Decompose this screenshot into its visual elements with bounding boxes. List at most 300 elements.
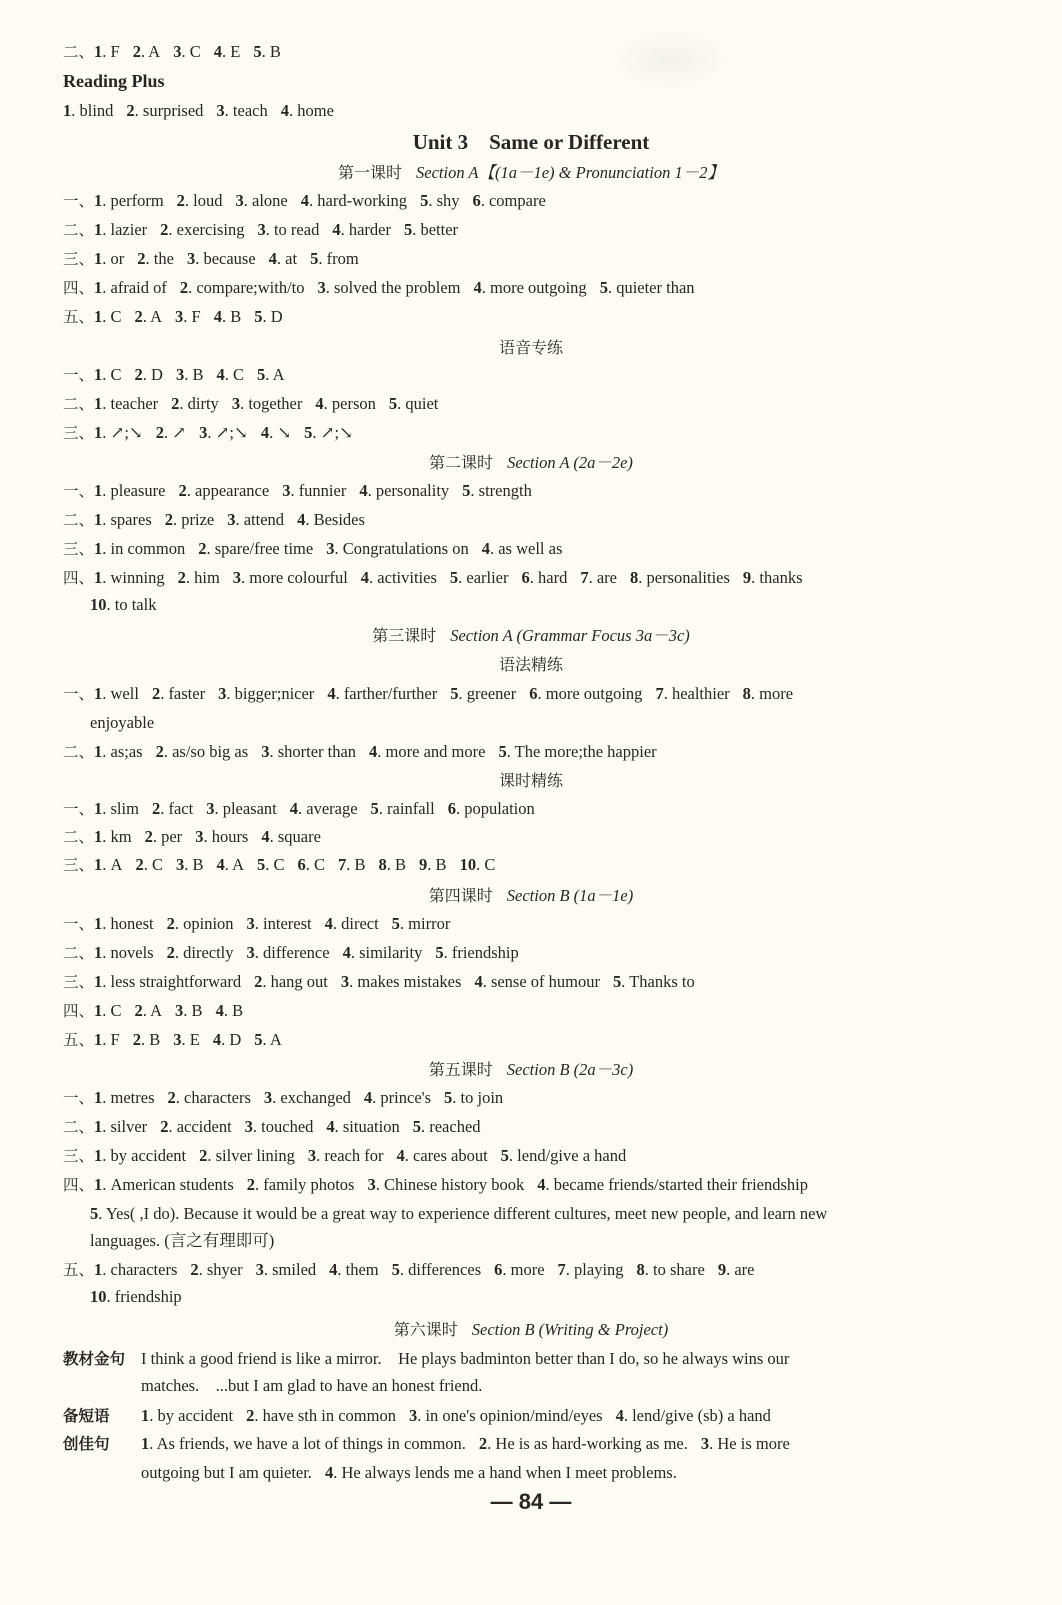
answer-item: 5. better <box>403 220 459 239</box>
item-answer: accident <box>176 1117 232 1136</box>
item-answer: together <box>248 394 303 413</box>
item-number: 3 <box>408 1406 418 1425</box>
unit-title: Unit 3 Same or Different <box>412 130 650 154</box>
answer-item: 1. C <box>94 307 122 326</box>
answer-row <box>63 913 463 935</box>
question-group-prefix: 三、 <box>63 856 95 874</box>
question-group-prefix: 四、 <box>63 1176 95 1194</box>
item-answer: A <box>150 1001 163 1020</box>
answer-item: 2. C <box>135 855 163 874</box>
answer-item: 1. pleasure <box>94 481 166 500</box>
answer-item: 4. farther/further <box>327 684 438 703</box>
item-number: 3 <box>246 943 255 962</box>
item-answer: A <box>269 1030 282 1049</box>
answer-item: 3. B <box>175 1001 203 1020</box>
item-answer: teach <box>232 101 268 120</box>
item-answer: As friends, we have a lot of things in common. <box>156 1434 466 1453</box>
item-answer: outgoing but I am quieter. <box>141 1463 312 1482</box>
item-number: 5 <box>304 423 313 442</box>
question-group-prefix: 一、 <box>63 192 95 210</box>
item-answer: family photos <box>263 1175 355 1194</box>
item-number: 4 <box>324 1463 334 1482</box>
item-number: 4 <box>213 42 222 61</box>
item-number: 9 <box>419 855 428 874</box>
answer-row <box>63 1000 256 1022</box>
item-number: 5 <box>613 972 622 991</box>
item-number: 5 <box>388 394 398 413</box>
item-number: 6 <box>472 191 481 210</box>
question-group-prefix: 一、 <box>63 915 95 933</box>
answer-item: 2. have sth in common <box>246 1406 396 1425</box>
answer-item: 5. earlier <box>449 568 509 587</box>
item-number: 5 <box>435 943 444 962</box>
answer-item: 10. to talk <box>90 595 157 614</box>
answer-item: 3. exchanged <box>263 1088 351 1107</box>
item-answer: teacher <box>110 394 159 413</box>
item-answer: He is more <box>717 1434 790 1453</box>
item-number: 4 <box>268 249 277 268</box>
answer-item: 4. home <box>280 101 334 120</box>
item-answer: D <box>270 307 283 326</box>
answer-item: 4. lend/give (sb) a hand <box>615 1406 771 1425</box>
item-answer: loud <box>193 191 223 210</box>
answer-row <box>63 798 548 820</box>
item-answer: person <box>331 394 376 413</box>
item-number: 2 <box>246 1406 255 1425</box>
item-answer: situation <box>342 1117 400 1136</box>
item-number: 9 <box>742 568 752 587</box>
answer-item: 2. the <box>137 249 174 268</box>
lesson-cn: 第六课时 <box>393 1320 458 1339</box>
item-number: 8 <box>742 684 751 703</box>
item-number: 1 <box>94 249 103 268</box>
answer-item: 4. prince's <box>363 1088 432 1107</box>
answer-item: 7. healthier <box>655 684 730 703</box>
question-group-prefix: 三、 <box>63 1147 95 1165</box>
lesson-heading <box>0 884 1062 908</box>
golden-sentences-cont: matches. ...but I am glad to have an honest friend. <box>141 1376 483 1395</box>
answer-item: 8. B <box>378 855 407 874</box>
item-number: 2 <box>137 249 146 268</box>
answer-item: 4. became friends/started their friendship <box>537 1175 809 1194</box>
item-answer: D <box>229 1030 242 1049</box>
answer-item: 1. well <box>94 684 139 703</box>
item-number: 3 <box>255 1260 264 1279</box>
item-answer: in one's opinion/mind/eyes <box>425 1406 603 1425</box>
item-answer: more and more <box>385 742 486 761</box>
item-number: 3 <box>700 1434 710 1453</box>
item-answer: less straightforward <box>110 972 242 991</box>
item-answer: strength <box>478 481 532 500</box>
sentences-row <box>63 1433 803 1455</box>
item-number: 2 <box>132 1030 141 1049</box>
answer-item: 3. ↗;↘ <box>199 423 248 442</box>
item-number: 3 <box>173 42 182 61</box>
item-number: 5 <box>420 191 429 210</box>
item-number: 5 <box>310 249 319 268</box>
answer-item <box>141 1463 312 1482</box>
item-answer: population <box>464 799 535 818</box>
answer-row <box>63 971 708 993</box>
question-group-prefix: 一、 <box>63 366 95 384</box>
item-answer: metres <box>110 1088 155 1107</box>
answer-item: 1. or <box>94 249 125 268</box>
item-number: 2 <box>132 42 141 61</box>
item-number: 1 <box>94 1088 103 1107</box>
item-number: 4 <box>315 394 324 413</box>
item-number: 1 <box>94 278 103 297</box>
item-answer: perform <box>110 191 164 210</box>
item-number: 6 <box>447 799 456 818</box>
answer-item: 3. shorter than <box>261 742 357 761</box>
answer-item <box>90 713 154 732</box>
item-number: 4 <box>474 972 483 991</box>
item-number: 3 <box>206 799 215 818</box>
answer-item: 1. As friends, we have a lot of things in common. <box>141 1434 466 1453</box>
item-answer: blind <box>79 101 114 120</box>
answer-item: 8. to share <box>636 1260 705 1279</box>
phonics-heading: 语音专练 <box>498 338 563 357</box>
item-number: 2 <box>177 568 186 587</box>
answer-item: 2. faster <box>151 684 206 703</box>
answer-item: 1. silver <box>94 1117 148 1136</box>
item-answer: hours <box>211 827 249 846</box>
item-number: 2 <box>144 827 153 846</box>
item-number: 5 <box>370 799 379 818</box>
item-number: 5 <box>444 1088 453 1107</box>
item-number: 4 <box>260 423 270 442</box>
answer-item: 2. fact <box>151 799 194 818</box>
answer-item: 4. ↘ <box>260 423 292 442</box>
answer-item: 9. thanks <box>742 568 803 587</box>
item-number: 2 <box>199 1146 208 1165</box>
item-answer: Chinese history book <box>383 1175 525 1194</box>
item-number: 2 <box>151 799 161 818</box>
item-number: 4 <box>481 539 490 558</box>
answer-item: 2. hang out <box>254 972 328 991</box>
question-group-prefix: 二、 <box>63 511 95 529</box>
answer-item: 2. dirty <box>171 394 219 413</box>
answer-item: 3. in one's opinion/mind/eyes <box>408 1406 603 1425</box>
item-answer: C <box>189 42 201 61</box>
answer-item: 5. D <box>254 307 283 326</box>
answer-item: 5. friendship <box>435 943 519 962</box>
question-group-prefix: 一、 <box>63 800 95 818</box>
item-answer: silver <box>110 1117 148 1136</box>
answer-item: 5. A <box>256 365 285 384</box>
answer-item: 2. appearance <box>178 481 270 500</box>
item-answer: B <box>192 855 204 874</box>
item-answer: languages. (言之有理即可) <box>90 1231 275 1250</box>
answer-item: 5. A <box>254 1030 282 1049</box>
item-number: 3 <box>195 827 204 846</box>
lesson-en: Section B (Writing & Project) <box>471 1320 669 1339</box>
question-group-prefix: 三、 <box>63 973 95 991</box>
item-number: 1 <box>94 365 103 384</box>
item-answer: the <box>153 249 174 268</box>
item-number: 3 <box>340 972 350 991</box>
lesson-heading <box>0 1318 1062 1342</box>
lesson-cn: 第二课时 <box>429 453 494 472</box>
answer-item: 1. in common <box>94 539 186 558</box>
item-number: 2 <box>178 481 187 500</box>
answer-item: 1. characters <box>94 1260 178 1279</box>
item-number: 4 <box>326 1117 335 1136</box>
item-answer: home <box>297 101 334 120</box>
item-answer: attend <box>243 510 285 529</box>
item-answer: directly <box>183 943 234 962</box>
item-number: 1 <box>94 799 103 818</box>
item-number: 4 <box>615 1406 624 1425</box>
answer-row <box>63 480 545 502</box>
item-answer: him <box>194 568 220 587</box>
item-number: 3 <box>261 742 270 761</box>
item-answer: enjoyable <box>90 713 155 732</box>
answer-item: 9. are <box>717 1260 755 1279</box>
item-answer: opinion <box>183 914 234 933</box>
item-number: 3 <box>326 539 335 558</box>
answer-item: 10. friendship <box>90 1287 182 1306</box>
item-number: 4 <box>212 1030 222 1049</box>
answer-item: 2. shyer <box>190 1260 243 1279</box>
question-group-prefix: 二、 <box>63 395 95 413</box>
item-answer: compare <box>488 191 546 210</box>
answer-item: 2. characters <box>167 1088 251 1107</box>
answer-item: 4. activities <box>360 568 437 587</box>
item-answer: C <box>232 365 244 384</box>
answer-row <box>63 277 708 299</box>
item-number: 3 <box>231 394 241 413</box>
item-number: 2 <box>135 855 144 874</box>
item-number: 1 <box>94 191 103 210</box>
item-answer: ↗;↘ <box>215 423 248 442</box>
item-number: 1 <box>94 1260 103 1279</box>
reading-plus-heading: Reading Plus <box>63 71 165 91</box>
item-answer: hang out <box>270 972 328 991</box>
lesson-en: Section A (Grammar Focus 3a－3c) <box>450 626 690 645</box>
item-number: 1 <box>94 510 103 529</box>
item-answer: or <box>110 249 125 268</box>
item-answer: in common <box>110 539 186 558</box>
answer-item: 2. A <box>134 1001 163 1020</box>
item-answer: honest <box>110 914 154 933</box>
answer-item: 4. more and more <box>369 742 486 761</box>
item-answer: C <box>110 1001 122 1020</box>
item-answer: makes mistakes <box>357 972 462 991</box>
answer-item: 4. cares about <box>396 1146 488 1165</box>
item-number: 2 <box>151 684 161 703</box>
item-number: 5 <box>498 742 507 761</box>
answer-item: 4. harder <box>332 220 391 239</box>
answer-row <box>63 854 508 876</box>
question-group-prefix: 三、 <box>63 250 95 268</box>
answer-item: 4. E <box>213 42 241 61</box>
item-number: 1 <box>94 1117 103 1136</box>
answer-item: 9. B <box>419 855 447 874</box>
answer-item: 1. honest <box>94 914 154 933</box>
answer-item: 3. Congratulations on <box>326 539 469 558</box>
item-number: 2 <box>478 1434 488 1453</box>
grammar-heading: 语法精练 <box>498 655 563 674</box>
page-number: — 84 — <box>490 1489 572 1514</box>
item-number: 1 <box>94 42 103 61</box>
item-answer: The more;the happier <box>514 742 657 761</box>
item-answer: A <box>148 42 161 61</box>
item-answer: at <box>285 249 298 268</box>
item-answer: direct <box>341 914 379 933</box>
answer-item: 1. slim <box>94 799 139 818</box>
item-number: 9 <box>717 1260 727 1279</box>
item-answer: by accident <box>110 1146 187 1165</box>
answer-item: 1. ↗;↘ <box>94 423 143 442</box>
item-number: 1 <box>94 539 103 558</box>
answer-item: 1. American students <box>94 1175 234 1194</box>
answer-item: 6. C <box>297 855 326 874</box>
item-number: 2 <box>134 365 143 384</box>
item-answer: B <box>395 855 407 874</box>
item-number: 5 <box>254 307 263 326</box>
answer-item: 8. more <box>742 684 794 703</box>
lesson-en: Section B (1a－1e) <box>506 886 634 905</box>
answer-item: 2. exercising <box>160 220 245 239</box>
answer-item: 1. C <box>94 365 122 384</box>
item-answer: A <box>150 307 163 326</box>
item-answer: more <box>510 1260 545 1279</box>
item-number: 10 <box>90 1287 107 1306</box>
answer-item: 2. A <box>134 307 163 326</box>
item-answer: more outgoing <box>545 684 643 703</box>
item-answer: earlier <box>466 568 509 587</box>
answer-row <box>63 1145 639 1167</box>
item-number: 1 <box>94 972 103 991</box>
answer-row <box>63 1174 821 1196</box>
item-answer: friendship <box>114 1287 182 1306</box>
item-number: 6 <box>494 1260 503 1279</box>
item-number: 4 <box>215 1001 224 1020</box>
item-answer: per <box>161 827 183 846</box>
item-answer: B <box>354 855 366 874</box>
answer-item: 5. The more;the happier <box>498 742 657 761</box>
item-answer: km <box>110 827 132 846</box>
item-answer: surprised <box>142 101 204 120</box>
question-group-prefix: 二、 <box>63 944 95 962</box>
item-answer: shyer <box>206 1260 243 1279</box>
item-number: 4 <box>261 827 270 846</box>
answer-row <box>63 41 294 63</box>
item-number: 3 <box>216 101 225 120</box>
answer-row <box>63 1259 767 1281</box>
item-number: 4 <box>327 684 336 703</box>
answer-item: 5. B <box>253 42 281 61</box>
answer-item: 4. situation <box>326 1117 400 1136</box>
question-group-prefix: 一、 <box>63 685 95 703</box>
item-number: 2 <box>171 394 180 413</box>
item-answer: differences <box>408 1260 482 1279</box>
item-number: 2 <box>190 1260 199 1279</box>
item-answer: average <box>306 799 358 818</box>
item-number: 4 <box>359 481 368 500</box>
answer-item: 5. strength <box>462 481 532 500</box>
answer-row <box>90 1230 287 1252</box>
item-number: 1 <box>94 827 103 846</box>
item-answer: greener <box>466 684 517 703</box>
answer-row <box>63 826 334 848</box>
answer-item: 4. average <box>289 799 358 818</box>
answer-item: 2. opinion <box>166 914 234 933</box>
item-number: 1 <box>94 684 103 703</box>
answer-item: 6. population <box>447 799 535 818</box>
answer-item: 5. C <box>256 855 285 874</box>
item-answer: sense of humour <box>490 972 601 991</box>
bleed-through-smudge <box>610 30 730 90</box>
answer-row <box>63 100 347 122</box>
item-number: 3 <box>218 684 227 703</box>
item-answer: lazier <box>110 220 148 239</box>
answer-item: 2. B <box>132 1030 161 1049</box>
item-answer: characters <box>184 1088 251 1107</box>
item-answer: to join <box>460 1088 504 1107</box>
answer-item: 6. more outgoing <box>529 684 643 703</box>
answer-item: 4. them <box>329 1260 379 1279</box>
answer-row <box>63 683 806 705</box>
item-number: 3 <box>235 191 244 210</box>
item-answer: to read <box>273 220 320 239</box>
item-number: 1 <box>94 1146 103 1165</box>
item-number: 5 <box>462 481 471 500</box>
lesson-heading <box>0 1058 1062 1082</box>
item-answer: bigger;nicer <box>234 684 315 703</box>
answer-item: 6. compare <box>472 191 546 210</box>
item-answer: as;as <box>110 742 143 761</box>
item-number: 3 <box>367 1175 376 1194</box>
item-number: 5 <box>450 684 459 703</box>
item-number: 7 <box>338 855 347 874</box>
question-group-prefix: 一、 <box>63 482 95 500</box>
answer-item: 1. A <box>94 855 123 874</box>
answer-item: 5. differences <box>391 1260 482 1279</box>
item-answer: ↗ <box>172 423 187 442</box>
item-number: 1 <box>141 1406 150 1425</box>
item-answer: from <box>326 249 359 268</box>
item-answer: farther/further <box>343 684 438 703</box>
answer-row <box>63 248 372 270</box>
sentences-items <box>141 1434 803 1453</box>
item-answer: spares <box>110 510 152 529</box>
item-number: 8 <box>630 568 639 587</box>
answer-item: 1. novels <box>94 943 154 962</box>
item-answer: prince's <box>380 1088 432 1107</box>
item-number: 3 <box>263 1088 273 1107</box>
answer-row <box>90 712 167 734</box>
answer-item: 4. sense of humour <box>474 972 601 991</box>
item-answer: C <box>110 365 122 384</box>
item-answer: hard-working <box>317 191 408 210</box>
answer-item: 3. smiled <box>255 1260 317 1279</box>
item-number: 7 <box>580 568 589 587</box>
item-answer: Yes( ,I do). Because it would be a great way to experience different cultures, meet new people, and learn new <box>105 1204 828 1223</box>
answer-item: 2. silver lining <box>199 1146 295 1165</box>
item-answer: B <box>435 855 447 874</box>
item-answer: as well as <box>498 539 563 558</box>
item-answer: silver lining <box>215 1146 295 1165</box>
item-number: 1 <box>94 423 103 442</box>
item-answer: fact <box>168 799 194 818</box>
lesson-cn: 第四课时 <box>428 886 493 905</box>
answer-item: 4. He always lends me a hand when I meet problems. <box>324 1463 677 1482</box>
answer-item: 3. reach for <box>307 1146 384 1165</box>
item-answer: Besides <box>313 510 365 529</box>
answer-item <box>90 1231 274 1250</box>
